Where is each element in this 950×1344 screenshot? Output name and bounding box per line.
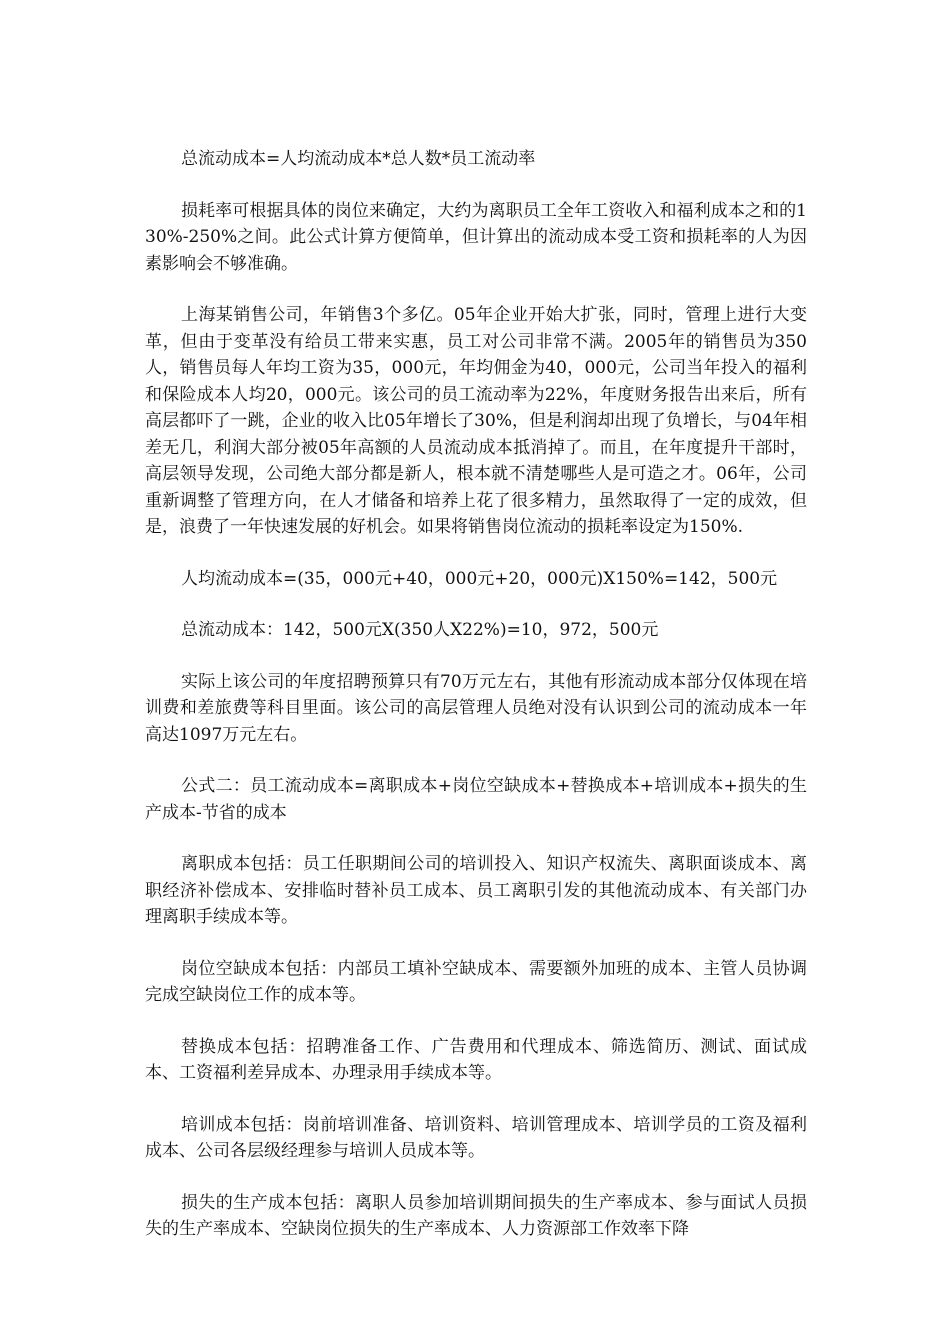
paragraph-vacancy-cost: 岗位空缺成本包括：内部员工填补空缺成本、需要额外加班的成本、主管人员协调完成空缺岗位工作的成本等。 [145,958,807,1005]
paragraph-replacement-cost: 替换成本包括：招聘准备工作、广告费用和代理成本、筛选简历、测试、面试成本、工资福利差异成本、办理录用手续成本等。 [145,1036,807,1083]
paragraph-case-study: 上海某销售公司，年销售3个多亿。05年企业开始大扩张，同时，管理上进行大变革，但由于变革没有给员工带来实惠，员工对公司非常不满。2005年的销售员为350人，销售员每人年均工资为35，000元，年均佣金为40，000元，公司当年投入的福利和保险成本人均20，000元。该公司的员工流动率为22%，年度财务报告出来后，所有高层都吓了一跳，企业的收入比05年增长了30%，但是利润却出现了负增长，与04年相差无几，利润大部分被05年高额的人员流动成本抵消掉了。而且，在年度提升干部时，高层领导发现，公司绝大部分都是新人，根本就不清楚哪些人是可造之才。06年，公司重新调整了管理方向，在人才储备和培养上花了很多精力，虽然取得了一定的成效，但是，浪费了一年快速发展的好机会。如果将销售岗位流动的损耗率设定为150%. [145,305,807,537]
paragraph-training-cost: 培训成本包括：岗前培训准备、培训资料、培训管理成本、培训学员的工资及福利成本、公司各层级经理参与培训人员成本等。 [145,1114,807,1161]
formula-two: 公式二：员工流动成本=离职成本+岗位空缺成本+替换成本+培训成本+损失的生产成本-节省的成本 [145,776,807,823]
document-body [145,146,807,1268]
paragraph-separation-cost: 离职成本包括：员工任职期间公司的培训投入、知识产权流失、离职面谈成本、离职经济补偿成本、安排临时替补员工成本、员工离职引发的其他流动成本、有关部门办理离职手续成本等。 [145,854,807,927]
paragraph-budget-reality: 实际上该公司的年度招聘预算只有70万元左右，其他有形流动成本部分仅体现在培训费和差旅费等科目里面。该公司的高层管理人员绝对没有认识到公司的流动成本一年高达1097万元左右。 [145,671,807,745]
formula-total-cost-calculation: 总流动成本：142，500元X(350人X22%)=10，972，500元 [181,620,659,640]
paragraph-loss-rate: 损耗率可根据具体的岗位来确定，大约为离职员工全年工资收入和福利成本之和的130%-250%之间。此公式计算方便简单，但计算出的流动成本受工资和损耗率的人为因素影响会不够准确。 [145,200,807,274]
paragraph-lost-production-cost: 损失的生产成本包括：离职人员参加培训期间损失的生产率成本、参与面试人员损失的生产率成本、空缺岗位损失的生产率成本、人力资源部工作效率下降 [145,1192,807,1239]
formula-per-capita-cost: 人均流动成本=(35，000元+40，000元+20，000元)X150%=142，500元 [181,568,778,589]
formula-total-turnover-cost: 总流动成本=人均流动成本*总人数*员工流动率 [181,149,536,169]
